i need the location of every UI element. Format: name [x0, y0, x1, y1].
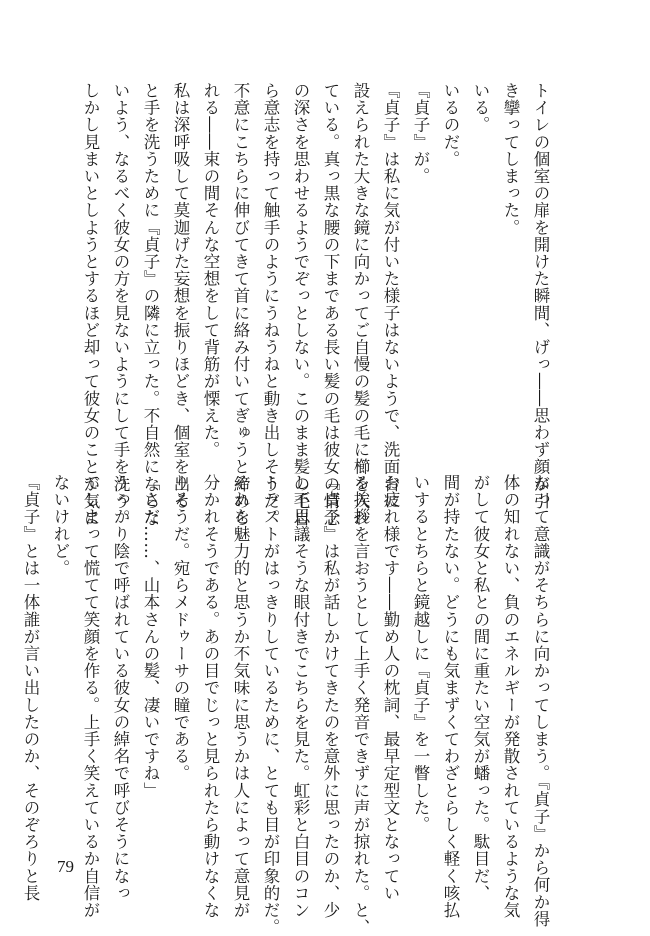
text-column: トイレの個室の扉を開けた瞬間、げっ――思わず顔が引: [531, 82, 550, 510]
text-column: 『貞子』が。: [411, 82, 430, 185]
text-column: し不思議そうな眼付きでこちらを見た。虹彩と白目のコン: [291, 474, 310, 919]
text-column: 不意にこちらに伸びてきて首に絡み付いてぎゅうと締めら: [231, 82, 250, 527]
text-column: 設えられた大きな鏡に向かってご自慢の髪の毛に櫛を入れ: [351, 82, 370, 527]
text-column: しかし見まいとしようとするほど却って彼女のことが気に: [81, 82, 100, 527]
text-column: る挨拶を言おうとして上手く発音できずに声が掠れた。と、: [351, 474, 370, 936]
text-column: の深さを思わせるようでぞっとしない。このまま髪の毛自: [291, 82, 310, 527]
text-column: 『貞子』とは一体誰が言い出したのか、そのぞろりと長: [21, 474, 40, 902]
text-column: いるのだ。: [441, 82, 460, 168]
text-column: 私は深呼吸して莫迦げた妄想を振りほどき、個室を出る: [171, 82, 190, 510]
text-column: ないけれど。: [51, 474, 70, 577]
text-column: き攣ってしまった。: [501, 82, 520, 236]
text-column: りそうだ。宛らメドゥーサの瞳である。: [171, 474, 190, 782]
text-column: がして彼女と私との間に重たい空気が蟠った。駄目だ、: [471, 474, 490, 902]
text-column: トラストがはっきりしているために、とても目が印象的だ。: [261, 474, 280, 936]
text-column: ている。真っ黒な腰の下まである長い髪の毛は彼女の情念: [321, 82, 340, 527]
text-column: 体の知れない、負のエネルギーが発散されているような気: [501, 474, 520, 919]
text-column: うっかり陰で呼ばれている彼女の綽名で呼びそうになっ: [111, 474, 130, 902]
text-column: 「さだ……、山本さんの髪、凄いですね」: [141, 474, 160, 799]
text-column: いよう、なるべく彼女の方を見ないようにして手を洗う。: [111, 82, 130, 527]
upper-text-block: [75, 82, 555, 527]
text-column: それを魅力的と思うか不気味に思うかは人によって意見が: [231, 474, 250, 919]
text-column: いするとちらと鏡越しに『貞子』を一瞥した。: [411, 474, 430, 834]
text-column: ら意志を持って触手のようにうねうねと動き出しそうだ。: [261, 82, 280, 527]
text-column: 『貞子』は私に気が付いた様子はないようで、洗面台に: [381, 82, 400, 510]
text-column: と手を洗うために『貞子』の隣に立った。不自然にならな: [141, 82, 160, 527]
text-column: 『貞子』は私が話しかけてきたのを意外に思ったのか、少: [321, 474, 340, 919]
text-column: いる。: [471, 82, 490, 134]
text-column: なって意識がそちらに向かってしまう。『貞子』から何か得: [531, 474, 550, 928]
text-column: 間が持たない。どうにも気まずくてわざとらしく軽く咳払: [441, 474, 460, 919]
text-column: 分かれそうである。あの目でじっと見られたら動けなくな: [201, 474, 220, 919]
text-column: れる――束の間そんな空想をして背筋が慄えた。: [201, 82, 220, 459]
text-column: お疲れ様です――勤め人の枕詞、最早定型文となってい: [381, 474, 400, 902]
page-number: 79: [57, 857, 74, 876]
text-column: てしまって慌てて笑顔を作る。上手く笑えているか自信が: [81, 474, 100, 919]
